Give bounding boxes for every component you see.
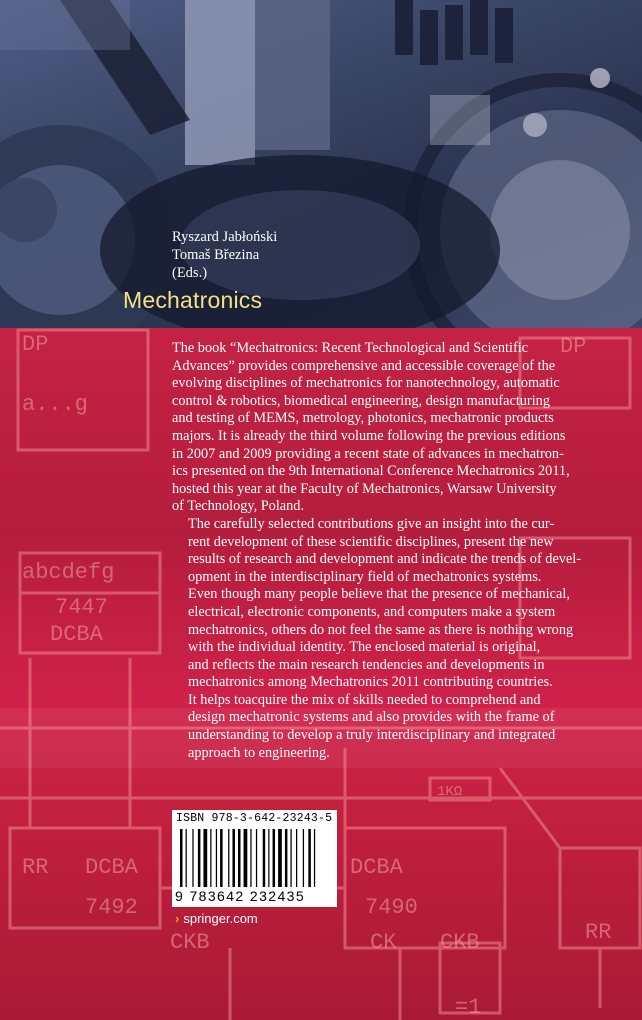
barcode-bar bbox=[256, 829, 257, 887]
circuit-label: RR bbox=[585, 920, 612, 945]
text-line: mechatronics among Mechatronics 2011 contributing countries. bbox=[188, 674, 553, 691]
text-line: of Technology, Poland. bbox=[172, 498, 305, 515]
text-line: It helps toacquire the mix of skills needed to comprehend and bbox=[188, 691, 541, 708]
barcode-bar bbox=[308, 829, 311, 887]
circuit-label: RR bbox=[22, 855, 49, 880]
barcode-bar bbox=[244, 829, 248, 887]
editor-name: Ryszard Jabłoński bbox=[172, 229, 278, 245]
ean-digits: 9 783642 232435 bbox=[175, 888, 305, 904]
text-line: hosted this year at the Faculty of Mechatronics, Warsaw University bbox=[172, 480, 557, 497]
barcode-bar bbox=[198, 829, 201, 887]
circuit-label: DCBA bbox=[350, 855, 403, 880]
isbn-barcode bbox=[172, 810, 337, 907]
circuit-label: CK bbox=[370, 930, 397, 955]
book-title: Mechatronics bbox=[123, 287, 263, 313]
text-line: design mechatronic systems and also provides with the frame of bbox=[188, 709, 555, 726]
barcode-bar bbox=[250, 829, 251, 887]
barcode-bars bbox=[180, 829, 330, 889]
description-paragraph bbox=[172, 340, 614, 516]
circuit-label: CKB bbox=[440, 930, 480, 955]
barcode-bar bbox=[228, 829, 229, 887]
text-line: in 2007 and 2009 providing a recent state of advances in mechatron- bbox=[172, 445, 564, 462]
text-line: understanding to develop a truly interdisciplinary and integrated bbox=[188, 727, 556, 744]
editors-block bbox=[172, 228, 277, 282]
book-description bbox=[172, 340, 614, 762]
barcode-bar bbox=[303, 829, 304, 887]
barcode-bar bbox=[186, 829, 187, 887]
publisher-url: springer.com bbox=[183, 911, 258, 926]
publisher-link[interactable] bbox=[175, 911, 258, 926]
text-line: evolving disciplines of mechatronics for nanotechnology, automatic bbox=[172, 375, 560, 392]
circuit-label: 7447 bbox=[55, 595, 108, 620]
barcode-bar bbox=[232, 829, 235, 887]
circuit-label: a...g bbox=[22, 392, 89, 417]
circuit-label: =1 bbox=[455, 995, 482, 1020]
barcode-bar bbox=[203, 829, 207, 887]
text-line: with the individual identity. The enclosed material is original, bbox=[188, 639, 541, 656]
editors-suffix: (Eds.) bbox=[172, 265, 208, 281]
barcode-bar bbox=[285, 829, 288, 887]
editor-name: Tomaš Březina bbox=[172, 247, 260, 263]
text-line: ics presented on the 9th International Conference Mechatronics 2011, bbox=[172, 463, 570, 480]
barcode-bar bbox=[290, 829, 291, 887]
text-line: The carefully selected contributions give an insight into the cur- bbox=[188, 515, 555, 532]
text-line: and reflects the main research tendencies and developments in bbox=[188, 656, 545, 673]
circuit-label: 1KΩ bbox=[437, 784, 463, 800]
text-line: control & robotics, biomedical engineering, design manufacturing bbox=[172, 392, 550, 409]
barcode-bar bbox=[238, 829, 241, 887]
text-line: mechatronics, others do not feel the same as there is nothing wrong bbox=[188, 621, 574, 638]
text-line: and testing of MEMS, metrology, photonics, mechatronic products bbox=[172, 410, 554, 427]
circuit-label: DP bbox=[22, 332, 49, 357]
circuit-label: 7492 bbox=[85, 895, 138, 920]
text-line: results of research and development and indicate the trends of devel- bbox=[188, 551, 582, 568]
barcode-bar bbox=[180, 829, 183, 887]
text-line: Advances” provides comprehensive and accessible coverage of the bbox=[172, 357, 556, 374]
text-line: Even though many people believe that the presence of mechanical, bbox=[188, 586, 570, 603]
barcode-bar bbox=[220, 829, 223, 887]
text-line: approach to engineering. bbox=[188, 744, 330, 761]
barcode-bar bbox=[268, 829, 269, 887]
chevron-right-icon: › bbox=[175, 911, 180, 926]
circuit-label: DCBA bbox=[85, 855, 138, 880]
text-line: electrical, electronic components, and computers make a system bbox=[188, 603, 556, 620]
barcode-bar bbox=[216, 829, 217, 887]
text-line: majors. It is already the third volume following the previous editions bbox=[172, 427, 566, 444]
circuit-label: abcdefg bbox=[22, 560, 115, 585]
barcode-bar bbox=[192, 829, 193, 887]
circuit-label: DCBA bbox=[50, 622, 103, 647]
circuit-label: CKB bbox=[170, 930, 210, 955]
barcode-bar bbox=[314, 829, 315, 887]
barcode-bar bbox=[210, 829, 211, 887]
barcode-bar bbox=[296, 829, 297, 887]
barcode-bar bbox=[263, 829, 266, 887]
barcode-bar bbox=[273, 829, 276, 887]
text-line: rent development of these scientific disciplines, present the new bbox=[188, 533, 554, 550]
text-line: opment in the interdisciplinary field of mechatronics systems. bbox=[188, 568, 542, 585]
description-paragraph bbox=[172, 516, 614, 762]
isbn-number: ISBN 978-3-642-23243-5 bbox=[176, 812, 333, 825]
text-line: The book “Mechatronics: Recent Technological and Scientific bbox=[172, 340, 529, 356]
circuit-label: DP bbox=[560, 334, 587, 359]
barcode-bar bbox=[278, 829, 282, 887]
gears-photo bbox=[0, 0, 642, 328]
circuit-label: 7490 bbox=[365, 895, 418, 920]
gears-illustration bbox=[0, 0, 642, 328]
